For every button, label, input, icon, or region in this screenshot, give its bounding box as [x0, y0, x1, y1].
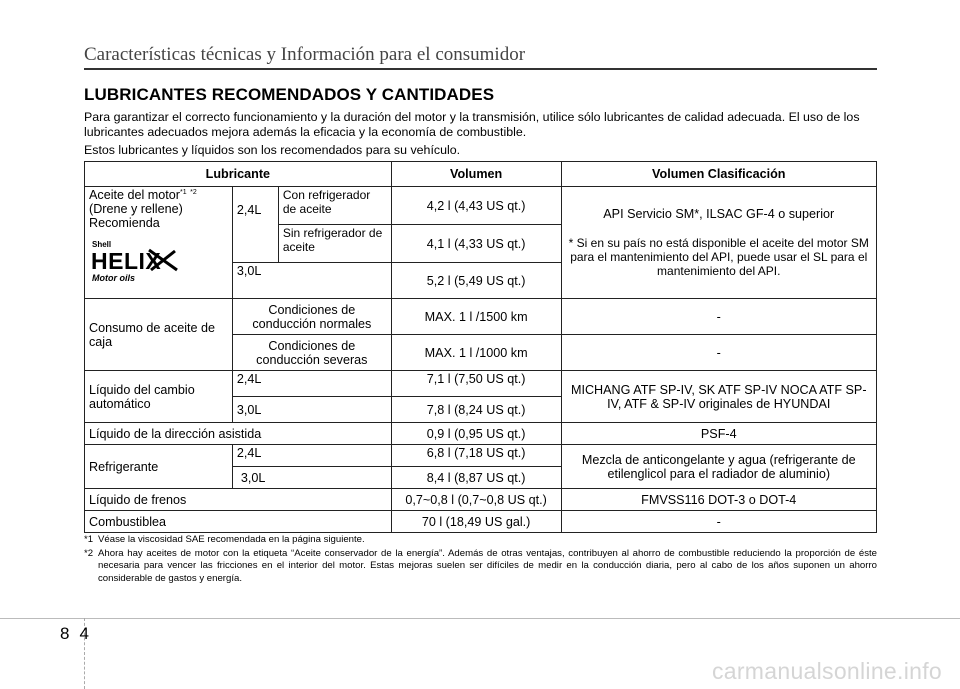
fuel-label: Combustiblea	[85, 511, 392, 533]
header-volume: Volumen	[391, 162, 561, 187]
header-divider	[84, 68, 877, 70]
engine-oil-3-0l: 3,0L	[232, 263, 391, 299]
atf-2-4l-volume: 7,1 l (7,50 US qt.)	[391, 371, 561, 397]
atf-classification: MICHANG ATF SP-IV, SK ATF SP-IV NOCA ATF SP-IV, ATF & SP-IV originales de HYUNDAI	[561, 371, 877, 423]
coolant-2-4l: 2,4L	[232, 445, 391, 467]
table-header-row	[85, 162, 877, 187]
footnote-2-text: Ahora hay aceites de motor con la etiqueta “Aceite conservador de la energía”. Además de otras ventajas, contribuyen al ahorro de combustible reduciendo la proporción de éste necesaria para vencer las fricciones en el interior del motor. Estas mejoras suelen ser difíciles de medir en la conducción diaria, pero al cabo de los años suponen un ahorro considerable de gastos y energía.	[98, 547, 877, 584]
intro-paragraph-1: Para garantizar el correcto funcionamiento y la duración del motor y la transmisión, utilice sólo lubricantes de calidad adecuada. El uso de los lubricantes adecuados mejora además la eficacia y la economía de combustible.	[84, 110, 860, 139]
page-number	[60, 624, 99, 644]
footnote-2	[84, 548, 877, 586]
atf-3-0l: 3,0L	[232, 397, 391, 423]
engine-oil-classification-note: * Si en su país no está disponible el aceite del motor SM para el mantenimiento del API, puede usar el SL para el mantenimiento del API.	[568, 236, 869, 278]
footnotes	[84, 534, 877, 586]
table-row	[85, 187, 877, 225]
atf-label: Líquido del cambio automático	[85, 371, 233, 423]
svg-text:Motor oils: Motor oils	[92, 273, 135, 283]
coolant-3-0l: 3,0L	[232, 467, 391, 489]
fuel-classification: -	[561, 511, 877, 533]
shell-helix-logo	[89, 238, 181, 284]
svg-text:Shell: Shell	[92, 240, 112, 249]
footnote-1-mark: *1	[84, 534, 94, 545]
gearbox-severe-classification: -	[561, 335, 877, 371]
table-row	[85, 423, 877, 445]
intro-text	[84, 110, 884, 161]
footnote-1	[84, 534, 877, 547]
gearbox-severe-volume: MAX. 1 l /1000 km	[391, 335, 561, 371]
coolant-classification: Mezcla de anticongelante y agua (refrigerante de etilenglicol para el radiador de aluminio)	[561, 445, 877, 489]
engine-oil-2-4l: 2,4L	[232, 187, 278, 263]
table-row	[85, 511, 877, 533]
engine-oil-label: Aceite del motor$^{*1}$ $^{*2}$	[89, 188, 197, 202]
engine-oil-3-0l-volume: 5,2 l (5,49 US qt.)	[391, 263, 561, 299]
atf-2-4l: 2,4L	[232, 371, 391, 397]
gearbox-normal-conditions: Condiciones de conducción normales	[232, 299, 391, 335]
engine-oil-label-cell	[85, 187, 233, 299]
section-title: LUBRICANTES RECOMENDADOS Y CANTIDADES	[84, 85, 495, 104]
with-oil-cooler-volume: 4,2 l (4,43 US qt.)	[391, 187, 561, 225]
gearbox-normal-volume: MAX. 1 l /1500 km	[391, 299, 561, 335]
brake-classification: FMVSS116 DOT-3 o DOT-4	[561, 489, 877, 511]
watermark: carmanualsonline.info	[711, 658, 942, 684]
coolant-2-4l-volume: 6,8 l (7,18 US qt.)	[391, 445, 561, 467]
gearbox-normal-classification: -	[561, 299, 877, 335]
engine-oil-drain-refill: (Drene y rellene)	[89, 202, 183, 216]
brake-volume: 0,7~0,8 l (0,7~0,8 US qt.)	[391, 489, 561, 511]
table-row	[85, 489, 877, 511]
steering-volume: 0,9 l (0,95 US qt.)	[391, 423, 561, 445]
without-oil-cooler-volume: 4,1 l (4,33 US qt.)	[391, 225, 561, 263]
coolant-label: Refrigerante	[85, 445, 233, 489]
footnote-2-mark: *2	[84, 547, 94, 559]
steering-label: Líquido de la dirección asistida	[85, 423, 392, 445]
gearbox-label: Consumo de aceite de caja	[85, 299, 233, 371]
footer-divider	[0, 618, 960, 619]
lubricants-table	[84, 161, 877, 533]
coolant-3-0l-volume: 8,4 l (8,87 US qt.)	[391, 467, 561, 489]
with-oil-cooler: Con refrigerador de aceite	[278, 187, 391, 225]
steering-classification: PSF-4	[561, 423, 877, 445]
intro-paragraph-2: Estos lubricantes y líquidos son los recomendados para su vehículo.	[84, 143, 461, 157]
table-row	[85, 371, 877, 397]
page-section: 8	[60, 624, 80, 643]
svg-text:HELIX: HELIX	[91, 248, 162, 274]
header-lubricant: Lubricante	[85, 162, 392, 187]
gearbox-severe-conditions: Condiciones de conducción severas	[232, 335, 391, 371]
table-row	[85, 445, 877, 467]
engine-oil-classification: API Servicio SM*, ILSAC GF-4 o superior	[603, 207, 835, 221]
without-oil-cooler: Sin refrigerador de aceite	[278, 225, 391, 263]
engine-oil-recommend: Recomienda	[89, 216, 160, 230]
table-row	[85, 299, 877, 335]
header-classification: Volumen Clasificación	[561, 162, 877, 187]
footnote-1-text: Véase la viscosidad SAE recomendada en la página siguiente.	[98, 534, 365, 545]
engine-oil-classification-cell	[561, 187, 877, 299]
fuel-volume: 70 l (18,49 US gal.)	[391, 511, 561, 533]
brake-label: Líquido de frenos	[85, 489, 392, 511]
page-header-title: Características técnicas y Información para el consumidor	[84, 44, 526, 65]
atf-3-0l-volume: 7,8 l (8,24 US qt.)	[391, 397, 561, 423]
page-index: 4	[79, 624, 99, 643]
